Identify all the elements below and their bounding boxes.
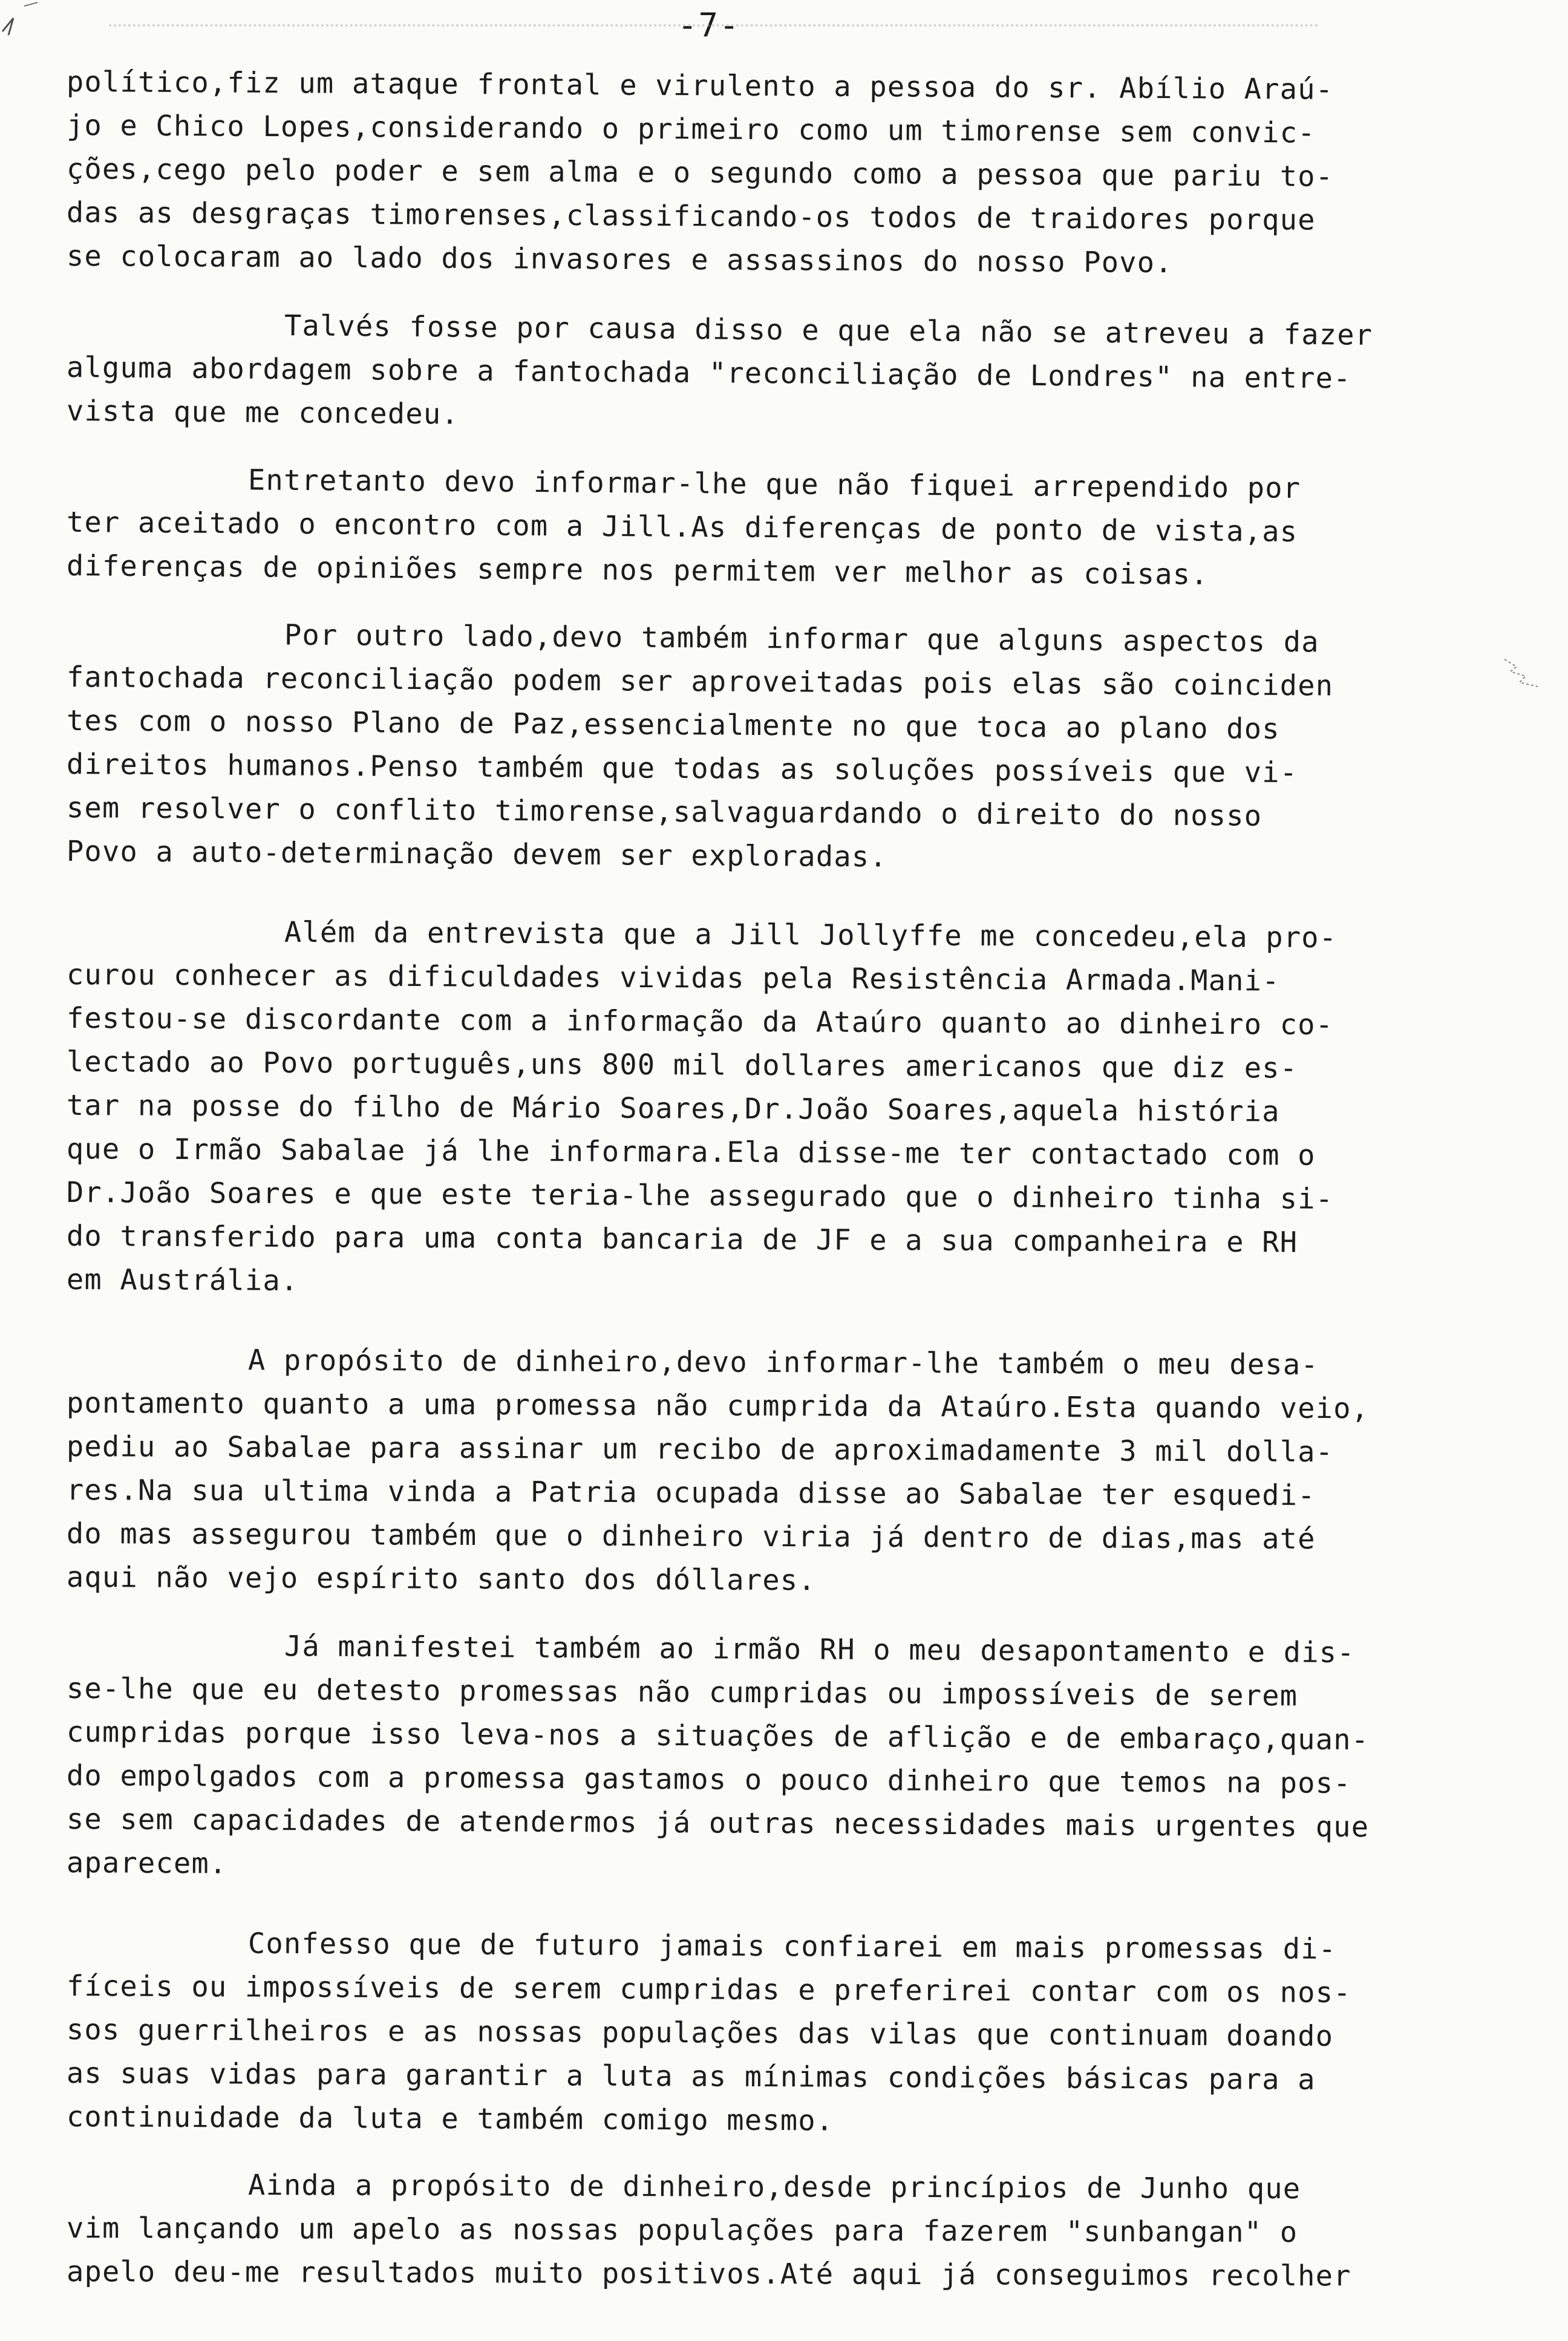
text-line: político,fiz um ataque frontal e virulento a pessoa do sr. Abílio Araú- xyxy=(66,65,1334,106)
text-line: fantochada reconciliação podem ser aproveitadas pois elas são coinciden xyxy=(66,661,1334,703)
text-line: sos guerrilheiros e as nossas populações das vilas que continuam doando xyxy=(66,2013,1334,2053)
text-line: apelo deu-me resultados muito positivos.Até aqui já conseguimos recolher xyxy=(66,2255,1351,2293)
text-line: res.Na sua ultima vinda a Patria ocupada disse ao Sabalae ter esquedi- xyxy=(66,1474,1316,1513)
text-line: diferenças de opiniões sempre nos permitem ver melhor as coisas. xyxy=(66,549,1209,592)
text-line: alguma abordagem sobre a fantochada "reconciliação de Londres" na entre- xyxy=(66,351,1351,396)
text-line: do empolgados com a promessa gastamos o pouco dinheiro que temos na pos- xyxy=(66,1759,1351,1800)
paragraph xyxy=(67,1921,1482,2139)
text-line: direitos humanos.Penso também que todas as soluções possíveis que vi- xyxy=(66,748,1298,790)
text-line: A propósito de dinheiro,devo informar-lhe também o meu desa- xyxy=(247,1344,1319,1382)
text-line: ções,cego pelo poder e sem alma e o segundo como a pessoa que pariu to- xyxy=(66,152,1334,194)
text-line: curou conhecer as dificuldades vividas pela Resistência Armada.Mani- xyxy=(66,958,1280,998)
paragraph xyxy=(67,2163,1482,2294)
text-line: se sem capacidades de atendermos já outras necessidades mais urgentes que xyxy=(66,1803,1370,1844)
page-number: -7- xyxy=(678,6,740,44)
margin-tick-mark xyxy=(0,0,42,36)
text-line: as suas vidas para garantir a luta as mínimas condições básicas para a xyxy=(66,2057,1316,2097)
paragraph xyxy=(67,1624,1482,1885)
text-line: do mas assegurou também que o dinheiro viria já dentro de dias,mas até xyxy=(66,1517,1316,1556)
text-line: do transferido para uma conta bancaria de JF e a sua companheira e RH xyxy=(66,1219,1298,1259)
text-line: se-lhe que eu detesto promessas não cumpridas ou impossíveis de serem xyxy=(66,1672,1298,1713)
text-line: se colocaram ao lado dos invasores e assassinos do nosso Povo. xyxy=(66,240,1173,280)
text-line: Dr.João Soares e que este teria-lhe assegurado que o dinheiro tinha si- xyxy=(66,1176,1334,1216)
text-line: festou-se discordante com a informação da Ataúro quanto ao dinheiro co- xyxy=(66,1002,1334,1042)
text-line: Por outro lado,devo também informar que alguns aspectos da xyxy=(284,618,1319,659)
text-line: pontamento quanto a uma promessa não cumprida da Ataúro.Esta quando veio, xyxy=(66,1386,1370,1426)
text-line: Povo a auto-determinação devem ser exploradas. xyxy=(66,835,888,874)
text-line: sem resolver o conflito timorense,salvaguardando o direito do nosso xyxy=(66,791,1263,833)
paragraph xyxy=(67,1338,1482,1599)
letter-body xyxy=(67,60,1482,2294)
paragraph xyxy=(67,302,1482,433)
text-line: aparecem. xyxy=(66,1846,227,1881)
paragraph xyxy=(67,910,1482,1302)
text-line: lectado ao Povo português,uns 800 mil dollares americanos que diz es- xyxy=(66,1045,1298,1085)
text-line: tar na posse do filho de Mário Soares,Dr.João Soares,aquela história xyxy=(66,1089,1280,1129)
ink-smudge xyxy=(1501,653,1544,690)
scan-speckle xyxy=(109,24,1319,30)
text-line: tes com o nosso Plano de Paz,essencialmente no que toca ao plano dos xyxy=(66,704,1280,746)
text-line: das as desgraças timorenses,classificando-os todos de traidores porque xyxy=(66,196,1316,237)
text-line: aqui não vejo espírito santo dos dóllares. xyxy=(66,1561,816,1598)
text-line: fíceis ou impossíveis de serem cumpridas e preferirei contar com os nos- xyxy=(66,1970,1351,2010)
paragraph xyxy=(67,60,1482,278)
text-line: pediu ao Sabalae para assinar um recibo de aproximadamente 3 mil dolla- xyxy=(66,1430,1334,1469)
text-line: em Austrália. xyxy=(66,1263,299,1298)
text-line: vim lançando um apelo as nossas populações para fazerem "sunbangan" o xyxy=(66,2212,1298,2250)
text-line: cumpridas porque isso leva-nos a situações de aflição e de embaraço,quan- xyxy=(66,1716,1370,1757)
text-line: Além da entrevista que a Jill Jollyffe me concedeu,ela pro- xyxy=(284,915,1338,955)
text-line: continuidade da luta e também comigo mesmo. xyxy=(66,2100,834,2138)
text-line: Ainda a propósito de dinheiro,desde princípios de Junho que xyxy=(247,2169,1301,2206)
text-line: jo e Chico Lopes,considerando o primeiro como um timorense sem convic- xyxy=(66,109,1316,150)
text-line: Talvés fosse por causa disso e que ela não se atreveu a fazer xyxy=(284,309,1373,352)
text-line: vista que me concedeu. xyxy=(66,394,460,431)
text-line: Entretanto devo informar-lhe que não fiquei arrependido por xyxy=(247,463,1301,506)
text-line: Já manifestei também ao irmão RH o meu desapontamento e dis- xyxy=(284,1630,1355,1670)
text-line: que o Irmão Sabalae já lhe informara.Ela disse-me ter contactado com o xyxy=(66,1132,1316,1172)
paragraph xyxy=(66,457,1482,592)
text-line: Confesso que de futuro jamais confiarei em mais promessas di- xyxy=(247,1927,1337,1966)
text-line: ter aceitado o encontro com a Jill.As diferenças de ponto de vista,as xyxy=(66,506,1298,549)
paragraph xyxy=(67,612,1482,873)
